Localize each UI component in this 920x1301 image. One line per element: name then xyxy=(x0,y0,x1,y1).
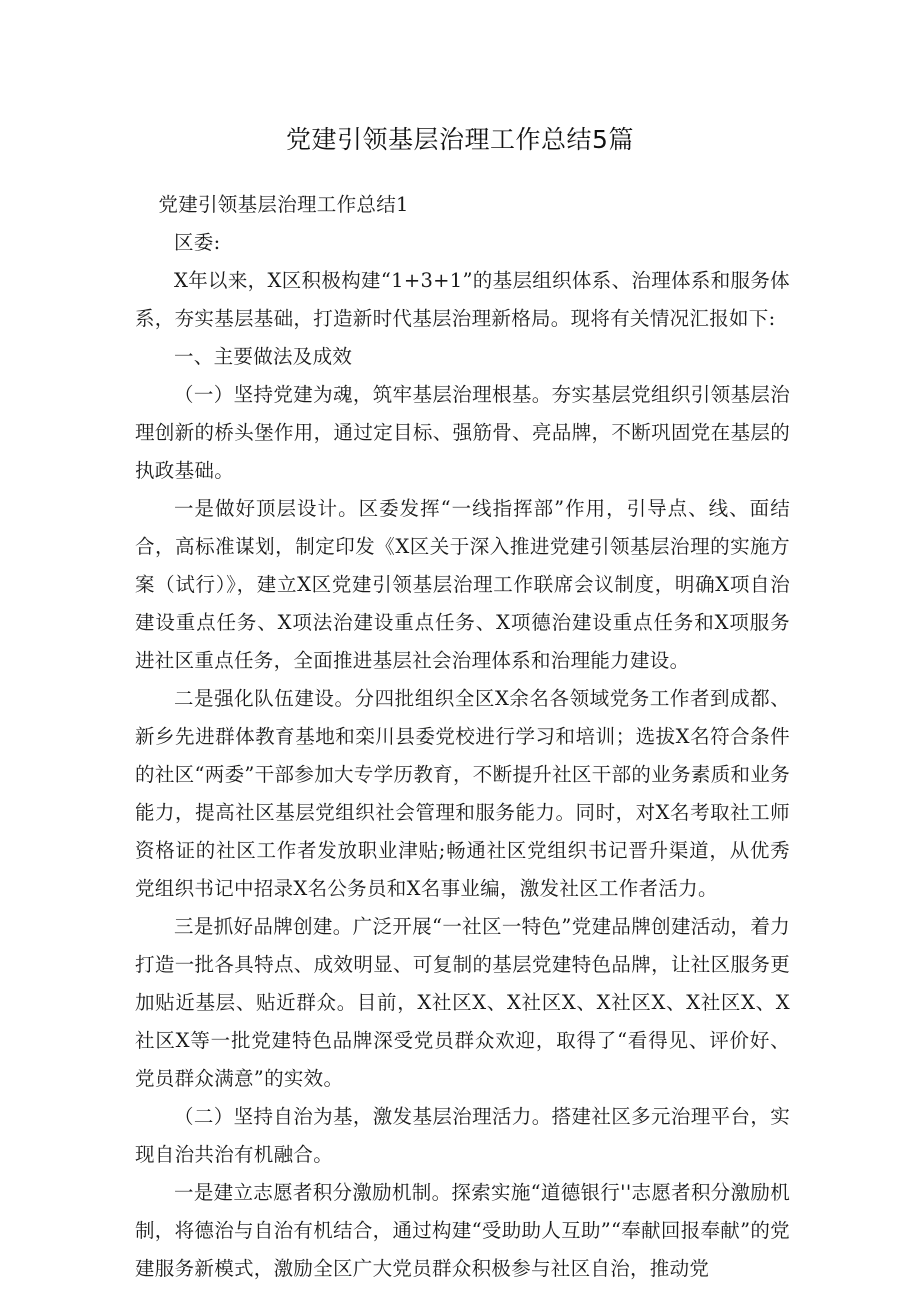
document-body xyxy=(135,186,790,1288)
paragraph-volunteer-incentive: 一是建立志愿者积分激励机制。探索实施“道德银行''志愿者积分激励机制，将德治与自治有机结合，通过构建“受助助人互助”“奉献回报奉献”的党建服务新模式，激励全区广大党员群众积极参与社区自治，推动党 xyxy=(135,1181,790,1280)
document-title: 党建引领基层治理工作总结5篇 xyxy=(286,125,634,154)
salutation: 区委: xyxy=(174,231,221,254)
paragraph-party-building: （一）坚持党建为魂，筑牢基层治理根基。夯实基层党组织引领基层治理创新的桥头堡作用，通过定目标、强筋骨、亮品牌，不断巩固党在基层的执政基础。 xyxy=(135,383,790,482)
paragraph-team-building: 二是强化队伍建设。分四批组织全区X余名各领域党务工作者到成都、新乡先进群体教育基地和栾川县委党校进行学习和培训；选拔X名符合条件的社区“两委”干部参加大专学历教育，不断提升社区干部的业务素质和业务能力，提高社区基层党组织社会管理和服务能力。同时，对X名考取社工师资格证的社区工作者发放职业津贴;畅通社区党组织书记晋升渠道，从优秀党组织书记中招录X名公务员和X名事业编，激发社区工作者活力。 xyxy=(135,687,790,900)
paragraph-brand-creation: 三是抓好品牌创建。广泛开展“一社区一特色”党建品牌创建活动，着力打造一批各具特点、成效明显、可复制的基层党建特色品牌，让社区服务更加贴近基层、贴近群众。目前，X社区X、X社区X、X社区X、X社区X、X社区X等一批党建特色品牌深受党员群众欢迎，取得了“看得见、评价好、党员群众满意”的实效。 xyxy=(135,915,790,1090)
section-subtitle: 党建引领基层治理工作总结1 xyxy=(158,193,409,216)
paragraph-top-level-design: 一是做好顶层设计。区委发挥“一线指挥部”作用，引导点、线、面结合，高标准谋划，制定印发《X区关于深入推进党建引领基层治理的实施方案（试行）》，建立X区党建引领基层治理工作联席会议制度，明确X项自治建设重点任务、X项法治建设重点任务、X项德治建设重点任务和X项服务进社区重点任务，全面推进基层社会治理体系和治理能力建设。 xyxy=(135,497,790,672)
heading-main-practices: 一、主要做法及成效 xyxy=(174,345,353,368)
paragraph-intro: X年以来，X区积极构建“1+3+1”的基层组织体系、治理体系和服务体系，夯实基层基础，打造新时代基层治理新格局。现将有关情况汇报如下: xyxy=(135,269,790,330)
paragraph-self-governance: （二）坚持自治为基，激发基层治理活力。搭建社区多元治理平台，实现自治共治有机融合。 xyxy=(135,1105,790,1166)
